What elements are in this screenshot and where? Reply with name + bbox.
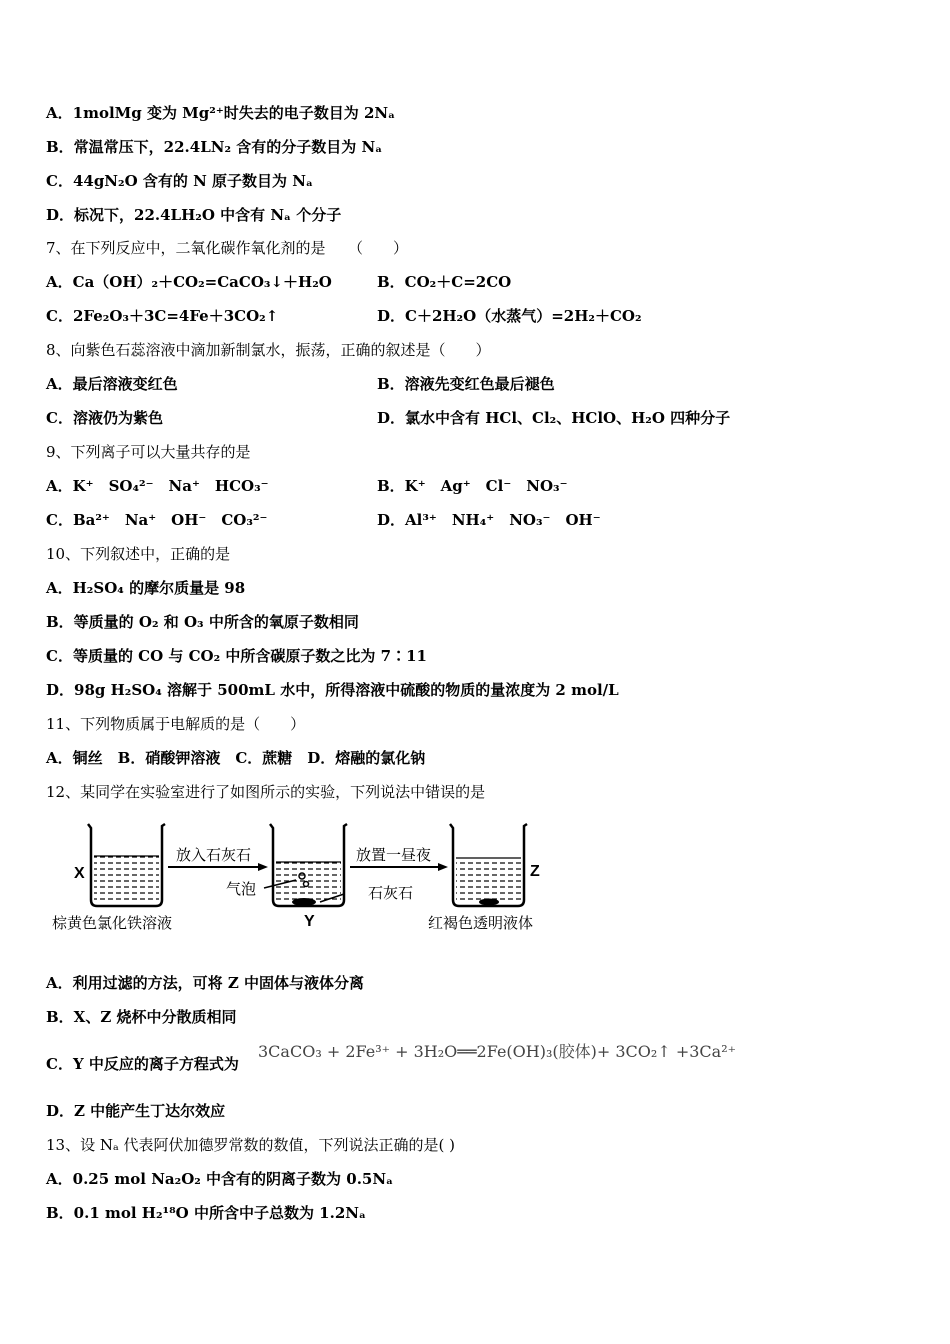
q12-option-a: A．利用过滤的方法，可将 Z 中固体与液体分离 bbox=[46, 974, 365, 992]
q10-option-c: C．等质量的 CO 与 CO₂ 中所含碳原子数之比为 7∶11 bbox=[46, 647, 427, 665]
q10-option-d: D．98g H₂SO₄ 溶解于 500mL 水中，所得溶液中硫酸的物质的量浓度为 2 mol/L bbox=[46, 681, 619, 699]
q10-option-b: B．等质量的 O₂ 和 O₃ 中所含的氧原子数相同 bbox=[46, 613, 359, 631]
q7-option-c: C．2Fe₂O₃＋3C=4Fe＋3CO₂↑ bbox=[46, 307, 279, 325]
limestone-lump bbox=[292, 898, 316, 906]
arrow-1 bbox=[168, 863, 268, 871]
q12-option-d: D．Z 中能产生丁达尔效应 bbox=[46, 1102, 226, 1120]
beaker-x bbox=[88, 824, 165, 906]
q9-option-a: A．K⁺ SO₄²⁻ Na⁺ HCO₃⁻ bbox=[46, 477, 269, 495]
q8-option-b: B．溶液先变红色最后褪色 bbox=[377, 375, 555, 393]
experiment-figure bbox=[44, 818, 564, 936]
arrow-1-label: 放入石灰石 bbox=[176, 846, 252, 864]
q13-option-a: A．0.25 mol Na₂O₂ 中含有的阴离子数为 0.5Nₐ bbox=[46, 1170, 394, 1188]
arrow-2-label: 放置一昼夜 bbox=[356, 846, 432, 864]
q7-stem: 7、在下列反应中，二氧化碳作氧化剂的是 （ ） bbox=[46, 239, 409, 257]
q10-option-a: A．H₂SO₄ 的摩尔质量是 98 bbox=[46, 579, 246, 597]
q6-option-a: A．1molMg 变为 Mg²⁺时失去的电子数目为 2Nₐ bbox=[46, 104, 396, 122]
q6-option-d: D．标况下，22.4LH₂O 中含有 Nₐ 个分子 bbox=[46, 206, 342, 224]
label-y: Y bbox=[304, 913, 315, 930]
q6-option-c: C．44gN₂O 含有的 N 原子数目为 Nₐ bbox=[46, 172, 313, 190]
q10-stem: 10、下列叙述中，正确的是 bbox=[46, 545, 231, 563]
label-x: X bbox=[74, 865, 85, 882]
label-z: Z bbox=[530, 863, 540, 880]
q7-option-d: D．C＋2H₂O（水蒸气）=2H₂＋CO₂ bbox=[377, 307, 642, 325]
q12-option-b: B．X、Z 烧杯中分散质相同 bbox=[46, 1008, 237, 1026]
caption-z: 红褐色透明液体 bbox=[428, 914, 534, 932]
q8-option-d: D．氯水中含有 HCl、Cl₂、HClO、H₂O 四种分子 bbox=[377, 409, 731, 427]
q8-option-a: A．最后溶液变红色 bbox=[46, 375, 178, 393]
q9-option-b: B．K⁺ Ag⁺ Cl⁻ NO₃⁻ bbox=[377, 477, 568, 495]
beaker-y bbox=[270, 824, 347, 906]
q7-option-a: A．Ca（OH）₂＋CO₂=CaCO₃↓＋H₂O bbox=[46, 273, 332, 291]
q11-options: A．铜丝 B．硝酸钾溶液 C．蔗糖 D．熔融的氯化钠 bbox=[46, 749, 426, 767]
q11-stem: 11、下列物质属于电解质的是（ ） bbox=[46, 715, 306, 733]
q9-option-d: D．Al³⁺ NH₄⁺ NO₃⁻ OH⁻ bbox=[377, 511, 601, 529]
q12-option-c: C．Y 中反应的离子方程式为 bbox=[46, 1055, 239, 1073]
limestone-label: 石灰石 bbox=[368, 884, 414, 902]
q6-option-b: B．常温常压下，22.4LN₂ 含有的分子数目为 Nₐ bbox=[46, 138, 383, 156]
q8-stem: 8、向紫色石蕊溶液中滴加新制氯水，振荡，正确的叙述是（ ） bbox=[46, 341, 491, 359]
q12-stem: 12、某同学在实验室进行了如图所示的实验，下列说法中错误的是 bbox=[46, 783, 486, 801]
q9-stem: 9、下列离子可以大量共存的是 bbox=[46, 443, 251, 461]
q7-option-b: B．CO₂＋C=2CO bbox=[377, 273, 512, 291]
arrow-2 bbox=[350, 863, 448, 871]
bubbles-label: 气泡 bbox=[226, 880, 257, 898]
q13-stem: 13、设 Nₐ 代表阿伏加德罗常数的数值，下列说法正确的是( ) bbox=[46, 1136, 456, 1154]
caption-x: 棕黄色氯化铁溶液 bbox=[52, 914, 173, 932]
q12-option-c-equation: 3CaCO₃ + 2Fe³⁺ + 3H₂O══2Fe(OH)₃(胶体)+ 3CO₂↑ +3Ca²⁺ bbox=[258, 1042, 737, 1061]
q13-option-b: B．0.1 mol H₂¹⁸O 中所含中子总数为 1.2Nₐ bbox=[46, 1204, 366, 1222]
beaker-z bbox=[450, 824, 527, 906]
q8-option-c: C．溶液仍为紫色 bbox=[46, 409, 163, 427]
q9-option-c: C．Ba²⁺ Na⁺ OH⁻ CO₃²⁻ bbox=[46, 511, 268, 529]
